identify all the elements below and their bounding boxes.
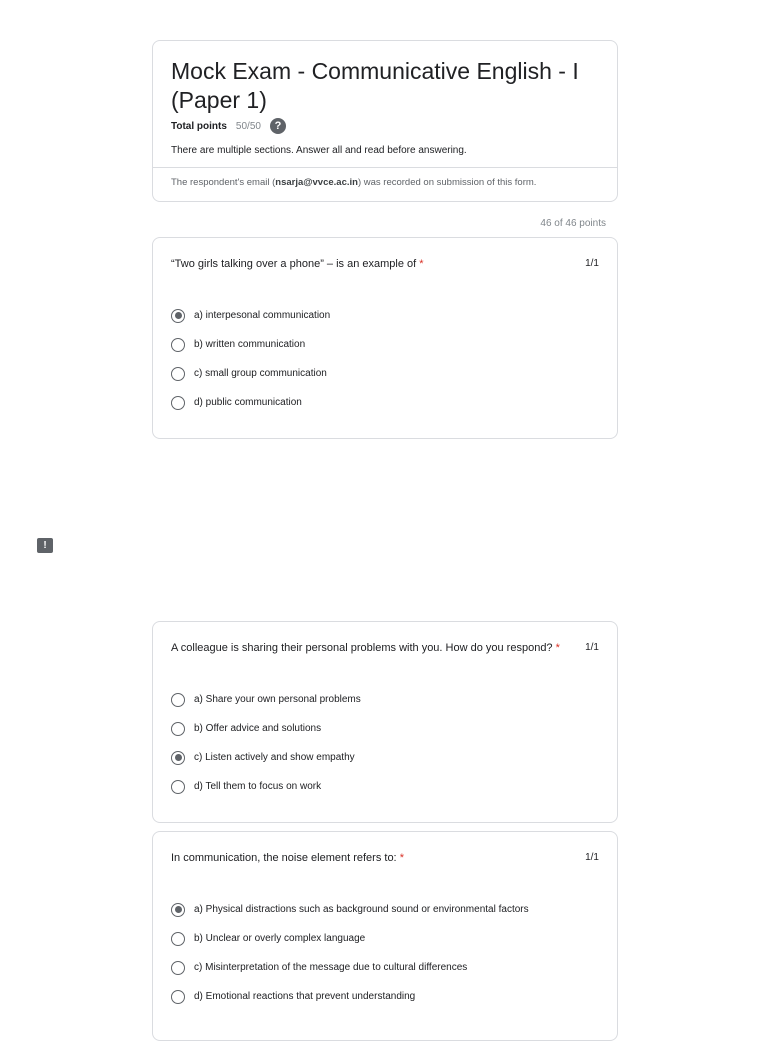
email-recorded-note: The respondent's email (nsarja@vvce.ac.in) was recorded on submission of this form. (171, 177, 537, 188)
option-a[interactable] (171, 895, 529, 924)
form-description: There are multiple sections. Answer all and read before answering. (171, 145, 467, 156)
radio-icon[interactable] (171, 722, 185, 736)
radio-selected-icon[interactable] (171, 751, 185, 765)
total-points-row (171, 117, 286, 135)
options-list (171, 685, 361, 801)
form-title: Mock Exam - Communicative English - I (Paper 1) (171, 58, 579, 113)
question-score: 1/1 (585, 852, 599, 863)
options-list (171, 301, 330, 417)
question-card-1 (152, 237, 618, 439)
respondent-email: nsarja@vvce.ac.in (275, 177, 358, 188)
section-points-summary: 46 of 46 points (540, 218, 606, 229)
radio-icon[interactable] (171, 367, 185, 381)
radio-icon[interactable] (171, 396, 185, 410)
radio-icon[interactable] (171, 780, 185, 794)
option-c[interactable] (171, 743, 361, 772)
header-divider (153, 167, 617, 168)
option-label: a) Share your own personal problems (194, 694, 361, 705)
option-d[interactable] (171, 982, 529, 1011)
option-label: d) Tell them to focus on work (194, 781, 322, 792)
radio-icon[interactable] (171, 693, 185, 707)
radio-selected-icon[interactable] (171, 309, 185, 323)
option-label: a) Physical distractions such as background sound or environmental factors (194, 904, 529, 915)
radio-selected-icon[interactable] (171, 903, 185, 917)
radio-icon[interactable] (171, 961, 185, 975)
question-text: In communication, the noise element refers to: * (171, 852, 404, 864)
option-label: b) Unclear or overly complex language (194, 933, 366, 944)
options-list (171, 895, 529, 1011)
option-label: b) Offer advice and solutions (194, 723, 322, 734)
option-b[interactable] (171, 330, 330, 359)
option-b[interactable] (171, 714, 361, 743)
total-points-label: Total points (171, 120, 227, 132)
required-marker: * (399, 852, 404, 864)
option-d[interactable] (171, 772, 361, 801)
radio-icon[interactable] (171, 338, 185, 352)
required-marker: * (555, 642, 560, 654)
required-marker: * (419, 258, 424, 270)
option-c[interactable] (171, 359, 330, 388)
question-score: 1/1 (585, 642, 599, 653)
option-b[interactable] (171, 924, 529, 953)
radio-icon[interactable] (171, 990, 185, 1004)
question-text: A colleague is sharing their personal problems with you. How do you respond? * (171, 642, 560, 654)
option-label: a) interpesonal communication (194, 310, 331, 321)
question-card-3 (152, 831, 618, 1041)
option-label: c) small group communication (194, 368, 327, 379)
radio-icon[interactable] (171, 932, 185, 946)
help-circle-icon[interactable]: ? (270, 118, 286, 134)
option-label: d) public communication (194, 397, 302, 408)
report-issue-icon[interactable]: ! (37, 538, 53, 553)
total-points-value: 50/50 (235, 120, 261, 132)
option-label: d) Emotional reactions that prevent understanding (194, 991, 416, 1002)
option-d[interactable] (171, 388, 330, 417)
option-a[interactable] (171, 685, 361, 714)
option-label: c) Misinterpretation of the message due to cultural differences (194, 962, 468, 973)
option-c[interactable] (171, 953, 529, 982)
option-a[interactable] (171, 301, 330, 330)
option-label: b) written communication (194, 339, 306, 350)
question-score: 1/1 (585, 258, 599, 269)
option-label: c) Listen actively and show empathy (194, 752, 355, 763)
question-text: “Two girls talking over a phone” – is an example of * (171, 258, 424, 270)
form-header-card (152, 40, 618, 202)
question-card-2 (152, 621, 618, 823)
